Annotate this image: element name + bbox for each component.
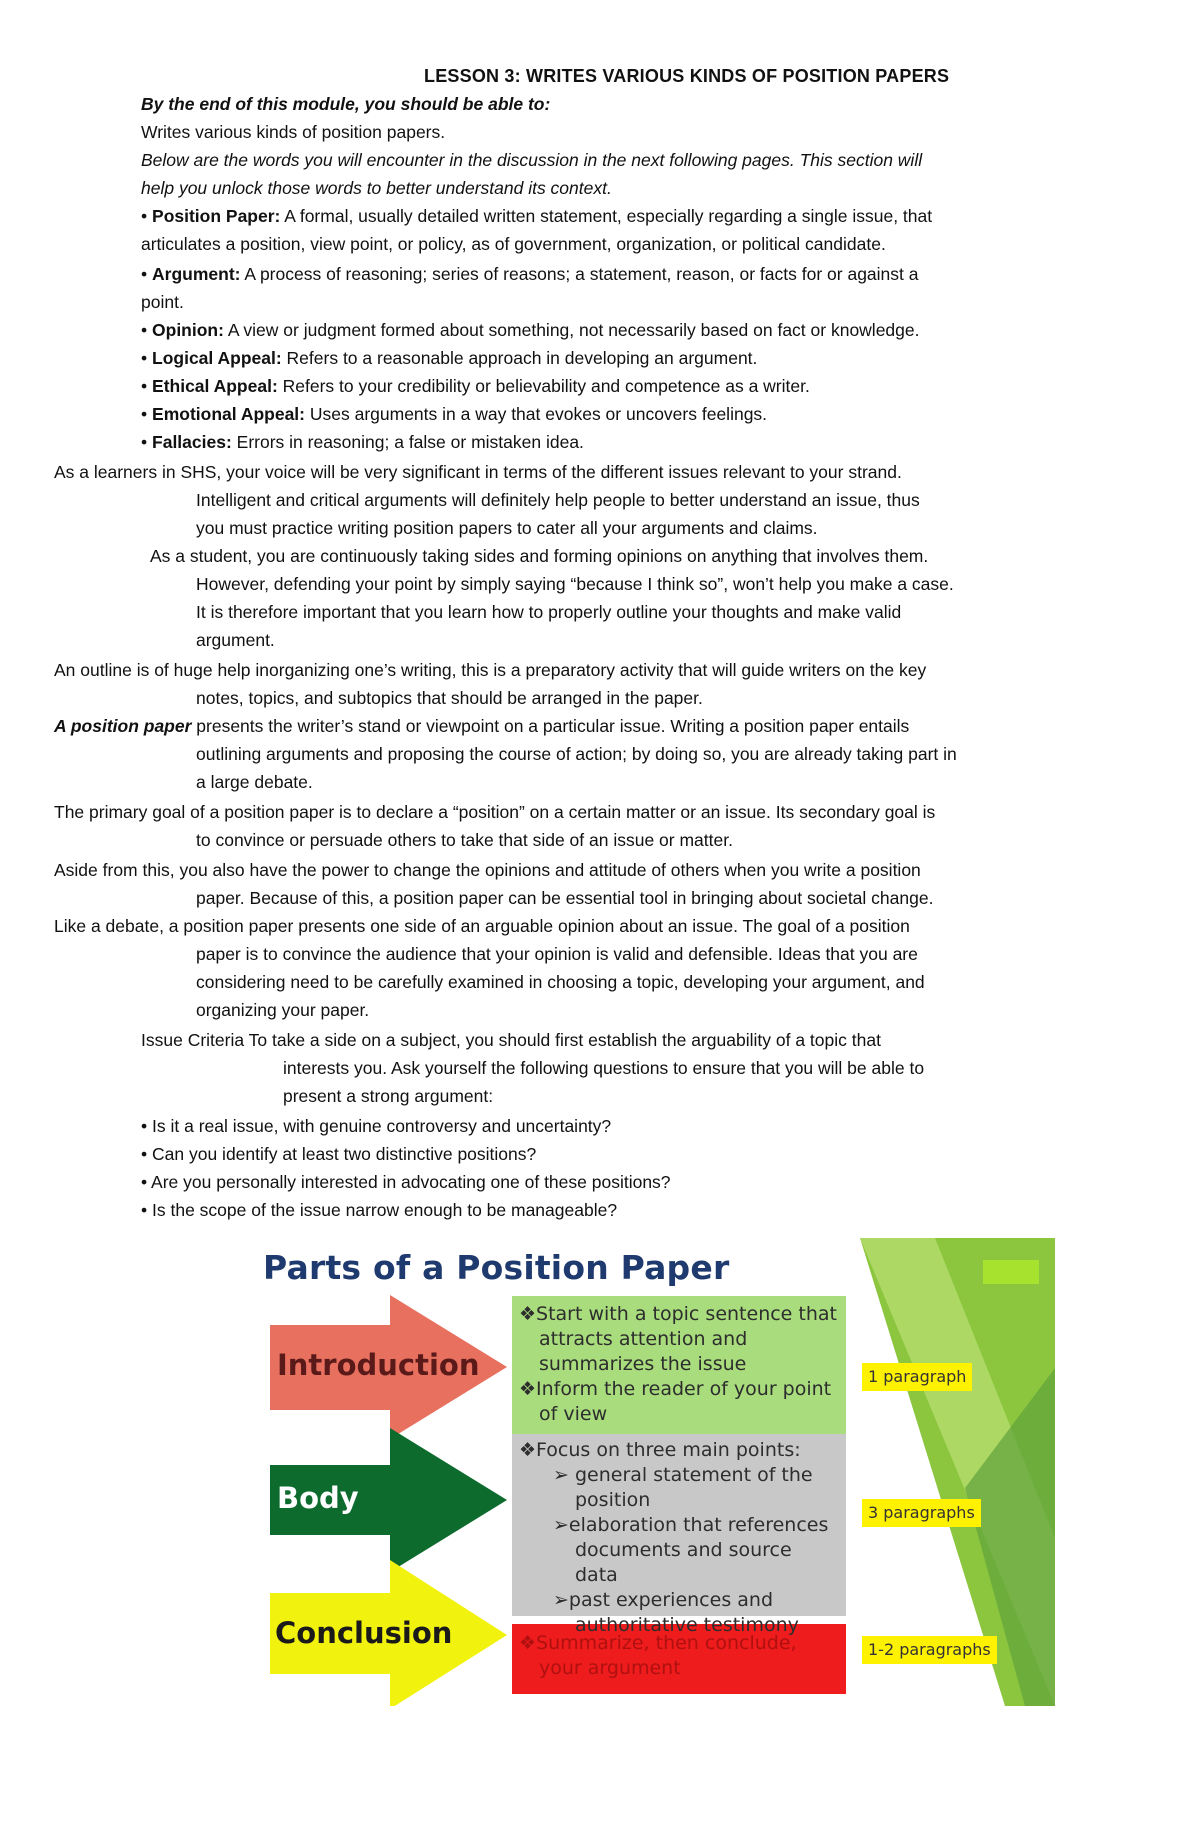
term-label: Logical Appeal: bbox=[152, 348, 282, 368]
term-definition: Uses arguments in a way that evokes or uncovers feelings. bbox=[305, 404, 768, 424]
term-definition: Refers to a reasonable approach in developing an argument. bbox=[281, 348, 758, 368]
paragraph-count-tag: 1-2 paragraphs bbox=[862, 1636, 997, 1664]
bullet-icon: • bbox=[141, 320, 148, 340]
bullet-icon: • bbox=[141, 1172, 148, 1192]
term-label: Opinion: bbox=[152, 320, 224, 340]
term-position-paper bbox=[141, 202, 932, 230]
decor-block bbox=[983, 1260, 1039, 1284]
term-label: Fallacies: bbox=[152, 432, 232, 452]
term-definition: Errors in reasoning; a false or mistaken idea. bbox=[231, 432, 584, 452]
infographic-title: Parts of a Position Paper bbox=[263, 1248, 730, 1287]
term-logical-appeal bbox=[141, 344, 757, 372]
paragraph-line: An outline is of huge help inorganizing one’s writing, this is a preparatory activity that will guide writers on the key bbox=[54, 660, 927, 680]
criteria-question: • Can you identify at least two distinctive positions? bbox=[141, 1144, 537, 1164]
bullet-icon: • bbox=[141, 1116, 148, 1136]
term-position-paper-cont: articulates a position, view point, or policy, as of government, organization, or political candidate. bbox=[141, 234, 886, 254]
term-label: Position Paper: bbox=[152, 206, 281, 226]
paragraph-line: outlining arguments and proposing the course of action; by doing so, you are already taking part in bbox=[196, 744, 957, 764]
paragraph-line: paper. Because of this, a position paper can be essential tool in bringing about societal change. bbox=[196, 888, 934, 908]
paragraph-line: As a student, you are continuously taking sides and forming opinions on anything that involves them. bbox=[150, 546, 929, 566]
objective-heading: By the end of this module, you should be able to: bbox=[141, 94, 551, 114]
paragraph-line: present a strong argument: bbox=[283, 1086, 494, 1106]
bullet-icon: • bbox=[141, 264, 148, 284]
emphasis-term: A position paper bbox=[54, 716, 192, 736]
paragraph-count-tag: 1 paragraph bbox=[862, 1363, 972, 1391]
introduction-label: Introduction bbox=[277, 1348, 480, 1382]
bullet-icon: • bbox=[141, 206, 148, 226]
paragraph-line: It is therefore important that you learn how to properly outline your thoughts and make valid bbox=[196, 602, 902, 622]
bullet-icon: • bbox=[141, 1144, 148, 1164]
bullet-icon: • bbox=[141, 404, 148, 424]
conclusion-text: ❖Summarize, then conclude, your argument bbox=[519, 1632, 797, 1679]
bullet-icon: • bbox=[141, 376, 148, 396]
intro-line-2: help you unlock those words to better understand its context. bbox=[141, 178, 612, 198]
paragraph-line: to convince or persuade others to take that side of an issue or matter. bbox=[196, 830, 733, 850]
term-definition: A process of reasoning; series of reasons; a statement, reason, or facts for or against a bbox=[240, 264, 919, 284]
paragraph-line: Intelligent and critical arguments will definitely help people to better understand an issue, thus bbox=[196, 490, 920, 510]
paragraph-line: Issue Criteria To take a side on a subject, you should first establish the arguability of a topic that bbox=[141, 1030, 881, 1050]
paragraph-line: you must practice writing position papers to cater all your arguments and claims. bbox=[196, 518, 818, 538]
bullet-icon: • bbox=[141, 432, 148, 452]
paragraph-line: considering need to be carefully examined in choosing a topic, developing your argument, and bbox=[196, 972, 925, 992]
introduction-text: ❖Start with a topic sentence that attracts attention and summarizes the issue ❖Inform the reader of your point of view bbox=[519, 1303, 837, 1425]
paragraph-line: a large debate. bbox=[196, 772, 313, 792]
paragraph-line: organizing your paper. bbox=[196, 1000, 370, 1020]
term-argument-cont: point. bbox=[141, 292, 184, 312]
term-label: Emotional Appeal: bbox=[152, 404, 305, 424]
objective-text: Writes various kinds of position papers. bbox=[141, 122, 446, 142]
paragraph-line: Like a debate, a position paper presents one side of an arguable opinion about an issue. The goal of a position bbox=[54, 916, 910, 936]
paragraph-line: paper is to convince the audience that your opinion is valid and defensible. Ideas that you are bbox=[196, 944, 918, 964]
parts-of-position-paper-infographic bbox=[235, 1238, 1055, 1706]
paragraph-text: presents the writer’s stand or viewpoint on a particular issue. Writing a position paper entails bbox=[191, 716, 910, 736]
term-ethical-appeal bbox=[141, 372, 810, 400]
paragraph-line: notes, topics, and subtopics that should be arranged in the paper. bbox=[196, 688, 703, 708]
paragraph-line: As a learners in SHS, your voice will be very significant in terms of the different issues relevant to your strand. bbox=[54, 462, 902, 482]
paragraph-count-tag: 3 paragraphs bbox=[862, 1499, 981, 1527]
conclusion-label: Conclusion bbox=[275, 1616, 453, 1650]
paragraph-line: interests you. Ask yourself the following questions to ensure that you will be able to bbox=[283, 1058, 925, 1078]
paragraph-line: argument. bbox=[196, 630, 275, 650]
bullet-icon: • bbox=[141, 1200, 148, 1220]
body-text: ❖Focus on three main points: ➢ general statement of the position ➢elaboration that references documents and source data ➢past experiences and authoritative testimony bbox=[519, 1439, 829, 1636]
lesson-title: LESSON 3: WRITES VARIOUS KINDS OF POSITION PAPERS bbox=[424, 66, 950, 86]
body-label: Body bbox=[277, 1481, 359, 1515]
intro-line-1: Below are the words you will encounter in the discussion in the next following pages. This section will bbox=[141, 150, 923, 170]
term-argument bbox=[141, 260, 918, 288]
term-definition: A formal, usually detailed written statement, especially regarding a single issue, that bbox=[280, 206, 933, 226]
criteria-question: • Is the scope of the issue narrow enough to be manageable? bbox=[141, 1200, 618, 1220]
criteria-question: • Is it a real issue, with genuine controversy and uncertainty? bbox=[141, 1116, 612, 1136]
paragraph-line: However, defending your point by simply saying “because I think so”, won’t help you make a case. bbox=[196, 574, 954, 594]
term-label: Argument: bbox=[152, 264, 241, 284]
term-label: Ethical Appeal: bbox=[152, 376, 278, 396]
term-definition: A view or judgment formed about something, not necessarily based on fact or knowledge. bbox=[223, 320, 920, 340]
paragraph-line: Aside from this, you also have the power to change the opinions and attitude of others when you write a position bbox=[54, 860, 921, 880]
criteria-question: • Are you personally interested in advocating one of these positions? bbox=[141, 1172, 671, 1192]
term-definition: Refers to your credibility or believability and competence as a writer. bbox=[277, 376, 810, 396]
term-fallacies bbox=[141, 428, 584, 456]
bullet-icon: • bbox=[141, 348, 148, 368]
paragraph-line bbox=[54, 712, 909, 740]
paragraph-line: The primary goal of a position paper is to declare a “position” on a certain matter or an issue. Its secondary goal is bbox=[54, 802, 936, 822]
term-opinion bbox=[141, 316, 920, 344]
term-emotional-appeal bbox=[141, 400, 767, 428]
